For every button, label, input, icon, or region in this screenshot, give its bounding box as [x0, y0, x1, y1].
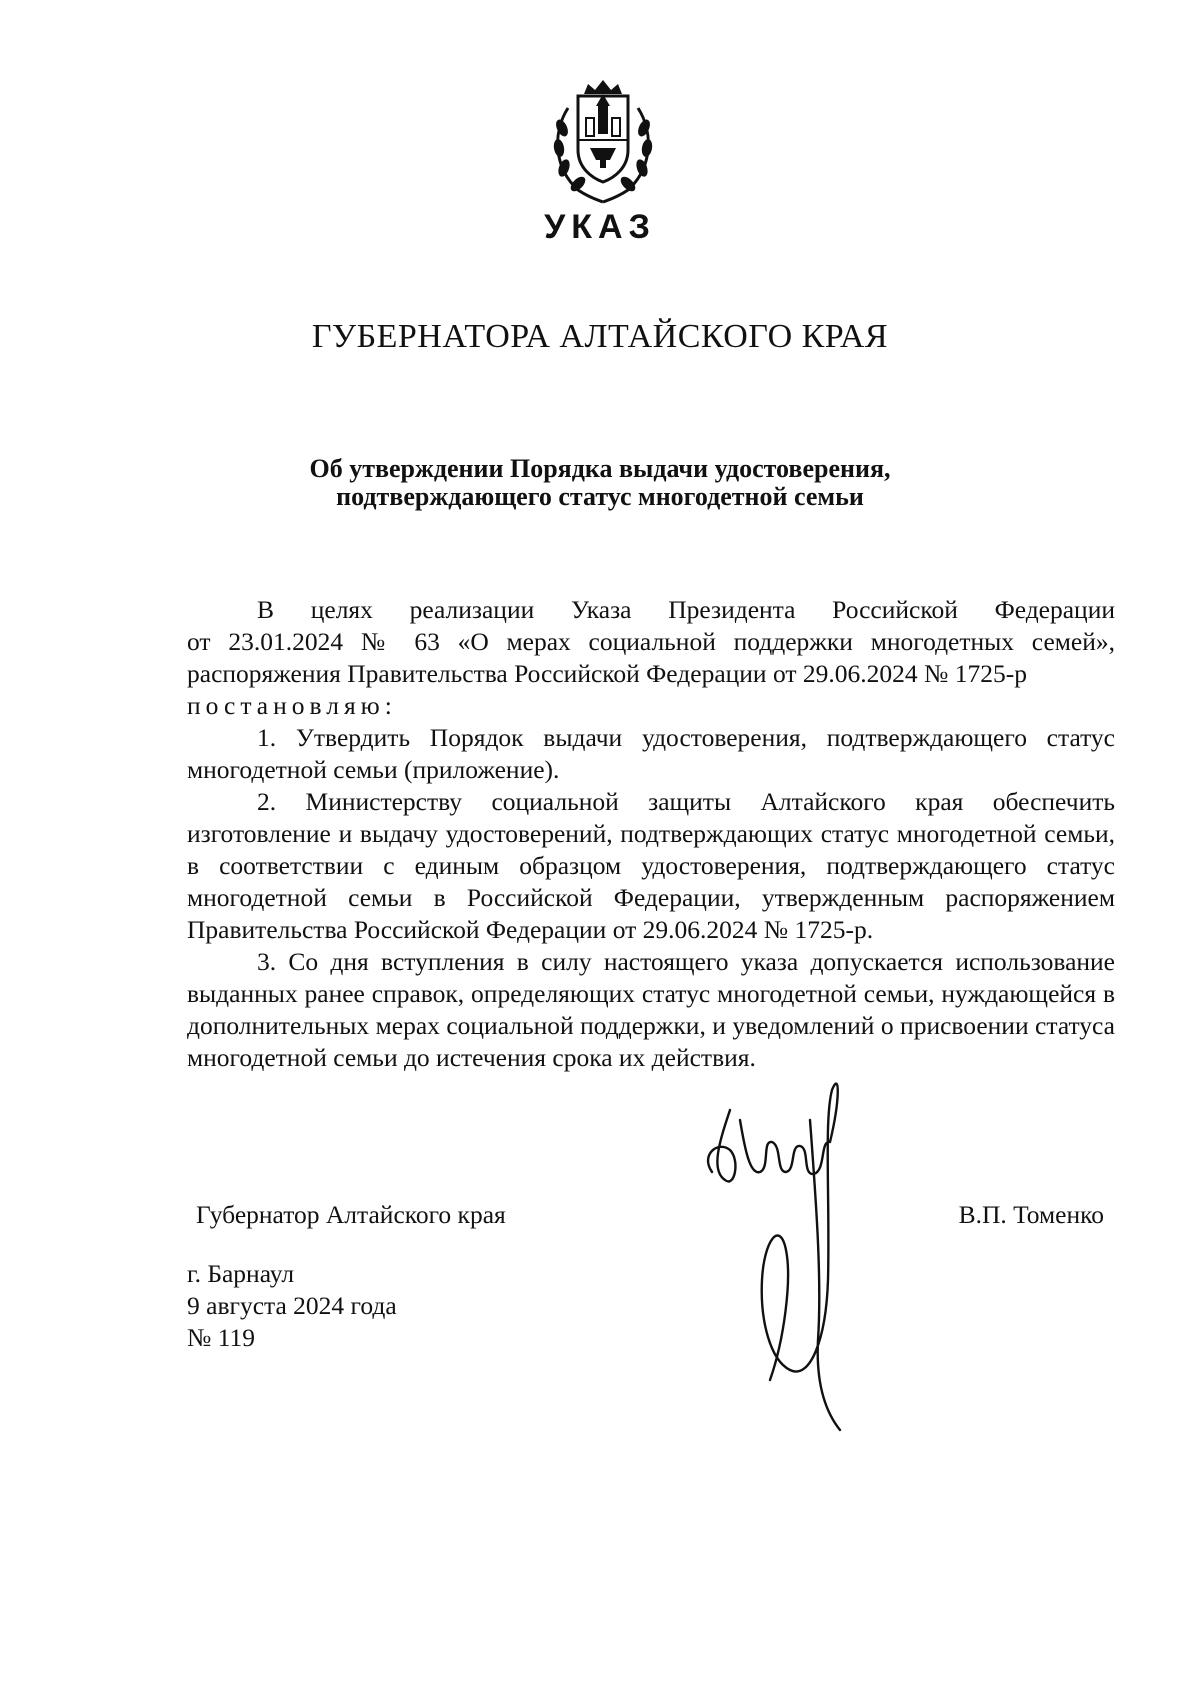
document-requisites — [187, 1258, 397, 1354]
city: г. Барнаул — [187, 1259, 295, 1288]
preamble-text: от 23.01.2024 № 63 «О мерах социальной поддержки многодетных семей», распоряжения Правительства Российской Федерации от 29.06.2024 № 1725-р — [187, 627, 1115, 688]
resolve-word: постановляю: — [187, 691, 397, 720]
document-issuer-heading: ГУБЕРНАТОРА АЛТАЙСКОГО КРАЯ — [311, 318, 889, 355]
decree-item-3: 3. Со дня вступления в силу настоящего указа допускается использование выданных ранее справок, определяющих статус многодетной семьи, нуждающейся в дополнительных мерах социальной поддержки, и уведомлений о присвоении статуса многодетной семьи до истечения срока их действия. — [187, 947, 1115, 1072]
document-body — [187, 594, 1115, 1074]
document-title-line: Об утверждении Порядка выдачи удостоверения, — [309, 454, 891, 483]
document-title — [0, 455, 1200, 511]
preamble-first-line: В целях реализации Указа Президента Российской Федерации — [257, 595, 1115, 624]
decree-item-2: 2. Министерству социальной защиты Алтайского края обеспечить изготовление и выдачу удостоверений, подтверждающих статус многодетной семьи, в соответствии с единым образцом удостоверения, подтверждающего статус многодетной семьи в Российской Федерации, утвержденным распоряжением Правительства Российской Федерации от 29.06.2024 № 1725-р. — [187, 787, 1115, 944]
document-type-heading: УКАЗ — [544, 208, 656, 246]
document-title-line: подтверждающего статус многодетной семьи — [336, 482, 864, 511]
signatory-name: В.П. Томенко — [958, 1200, 1104, 1229]
date: 9 августа 2024 года — [187, 1291, 397, 1320]
document-number: № 119 — [187, 1323, 256, 1352]
decree-item-1: 1. Утвердить Порядок выдачи удостоверения, подтверждающего статус многодетной семьи (приложение). — [187, 723, 1115, 784]
handwritten-signature-icon — [690, 1080, 850, 1440]
signatory-position: Губернатор Алтайского края — [196, 1200, 506, 1229]
coat-of-arms-icon — [548, 78, 658, 204]
